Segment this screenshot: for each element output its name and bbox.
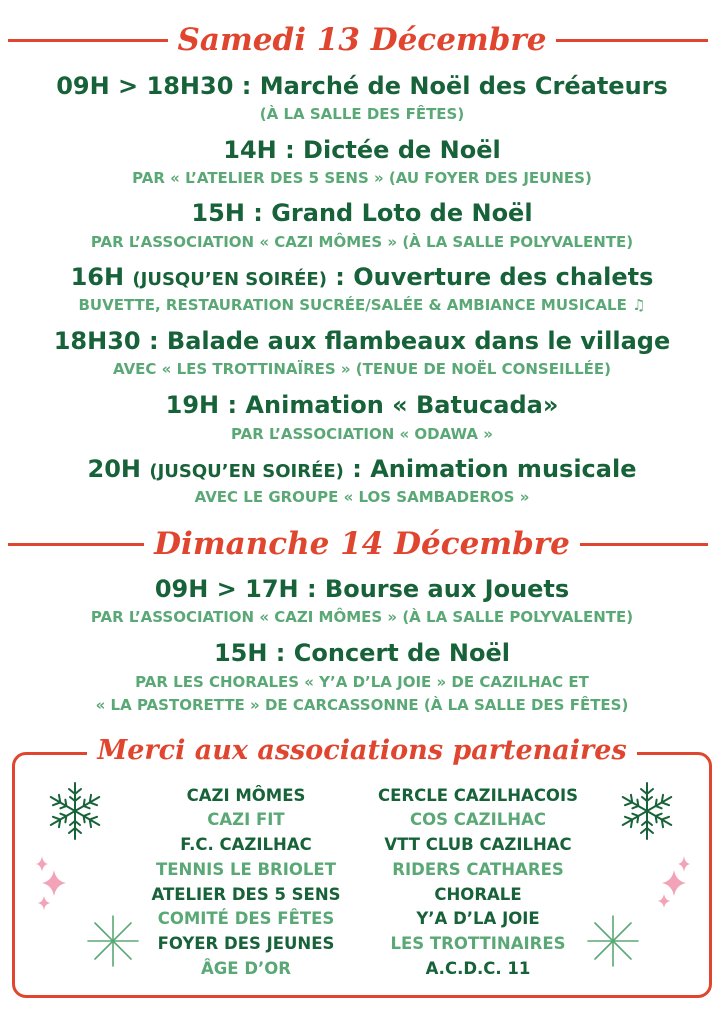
partner-item: ÂGE D’OR [200, 959, 292, 978]
sunday-title: Dimanche 14 Décembre [0, 524, 724, 564]
sparkle-icon [32, 854, 76, 914]
partner-item: CERCLE CAZILHACOIS [378, 786, 578, 805]
event-subtitle: PAR L’ASSOCIATION « CAZI MÔMES » (À LA SALLE POLYVALENTE) [90, 608, 634, 626]
partner-item: COMITÉ DES FÊTES [157, 909, 335, 928]
partner-item: TENNIS LE BRIOLET [156, 860, 336, 879]
event-subtitle: « LA PASTORETTE » DE CARCASSONNE (À LA SALLE DES FÊTES) [95, 696, 629, 714]
partner-item: VTT CLUB CAZILHAC [384, 835, 572, 854]
event-title: 09H > 17H : Bourse aux Jouets [154, 575, 570, 603]
event-title: 15H : Concert de Noël [213, 639, 511, 667]
partner-item: COS CAZILHAC [410, 810, 546, 829]
partner-item: CAZI MÔMES [186, 786, 306, 805]
partner-item: LES TROTTINAIRES [390, 934, 566, 953]
partner-item: F.C. CAZILHAC [180, 835, 312, 854]
event-subtitle: PAR LES CHORALES « Y’A D’LA JOIE » DE CAZILHAC ET [135, 673, 589, 691]
partner-item: Y’A D’LA JOIE [416, 909, 540, 928]
partner-item: A.C.D.C. 11 [425, 959, 531, 978]
event-subtitle: PAR L’ASSOCIATION « CAZI MÔMES » (À LA SALLE POLYVALENTE) [90, 233, 634, 251]
event-subtitle: BUVETTE, RESTAURATION SUCRÉE/SALÉE & AMBIANCE MUSICALE ♫ [78, 296, 646, 314]
event-subtitle: (À LA SALLE DES FÊTES) [259, 105, 465, 123]
event-title: 19H : Animation « Batucada» [165, 391, 559, 419]
event-subtitle: AVEC LE GROUPE « LOS SAMBADEROS » [194, 488, 530, 506]
event-title: 16H (JUSQU’EN SOIRÉE) : Ouverture des chalets [70, 263, 654, 291]
snowflake-icon [42, 778, 108, 844]
event-title: 15H : Grand Loto de Noël [191, 199, 533, 227]
partner-item: CAZI FIT [207, 810, 285, 829]
saturday-title: Samedi 13 Décembre [0, 20, 724, 60]
saturday-header [0, 20, 724, 60]
event-subtitle: AVEC « LES TROTTINAÏRES » (TENUE DE NOËL CONSEILLÉE) [112, 360, 612, 378]
partner-item: CHORALE [434, 885, 522, 904]
event-title: 14H : Dictée de Noël [223, 136, 501, 164]
starburst-icon [86, 914, 140, 968]
snowflake-icon [614, 778, 680, 844]
partner-item: RIDERS CATHARES [392, 860, 564, 879]
sparkle-icon [654, 854, 698, 914]
event-title: 09H > 18H30 : Marché de Noël des Créateurs [56, 72, 668, 100]
partner-item: ATELIER DES 5 SENS [151, 885, 341, 904]
event-title: 20H (JUSQU’EN SOIRÉE) : Animation musicale [87, 455, 637, 483]
partners-title: Merci aux associations partenaires [0, 733, 724, 769]
event-title: 18H30 : Balade aux flambeaux dans le village [53, 327, 671, 355]
sunday-header [0, 524, 724, 564]
event-subtitle: PAR « L’ATELIER DES 5 SENS » (AU FOYER DES JEUNES) [132, 169, 592, 187]
partner-item: FOYER DES JEUNES [157, 934, 335, 953]
starburst-icon [586, 914, 640, 968]
event-subtitle: PAR L’ASSOCIATION « ODAWA » [231, 425, 493, 443]
